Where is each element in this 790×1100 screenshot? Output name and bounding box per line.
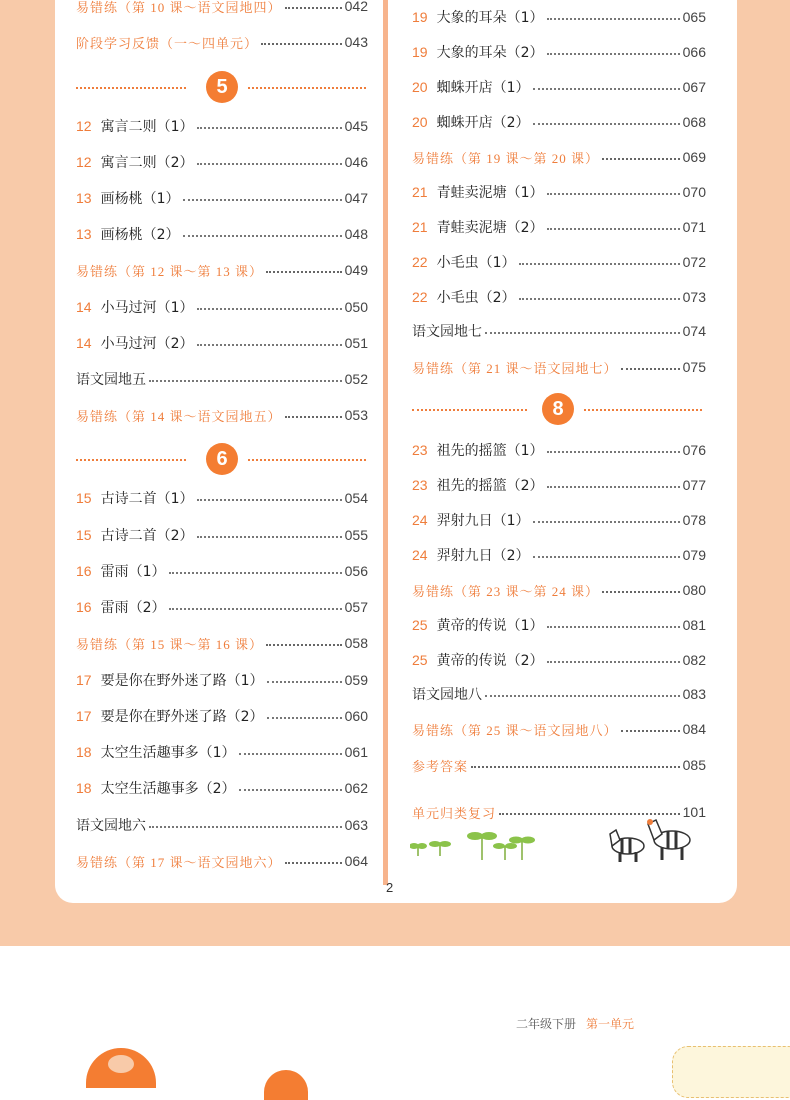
unit-rule-right xyxy=(584,409,702,411)
dot-leader xyxy=(267,681,342,683)
page-ref: 053 xyxy=(344,407,368,423)
dot-leader xyxy=(149,380,342,382)
toc-entry[interactable] xyxy=(412,41,706,63)
toc-entry[interactable] xyxy=(76,223,368,245)
toc-entry[interactable] xyxy=(76,31,368,53)
dot-leader xyxy=(285,862,342,864)
lesson-number: 24 xyxy=(412,547,428,563)
page-ref: 079 xyxy=(682,547,706,563)
lesson-number: 16 xyxy=(76,599,92,615)
lesson-number: 25 xyxy=(412,652,428,668)
page-ref: 043 xyxy=(344,34,368,50)
dot-leader xyxy=(602,591,680,593)
dot-leader xyxy=(285,416,342,418)
page-ref: 042 xyxy=(344,0,368,14)
page-ref: 049 xyxy=(344,262,368,278)
entry-title: 易错练（第 17 课～语文园地六） xyxy=(76,854,282,870)
lesson-number: 13 xyxy=(76,190,92,206)
page-ref: 061 xyxy=(344,744,368,760)
dot-leader xyxy=(169,608,342,610)
entry-title: 青蛙卖泥塘（2） xyxy=(436,220,544,236)
toc-entry[interactable] xyxy=(412,579,706,601)
dot-leader xyxy=(197,499,342,501)
toc-entry[interactable] xyxy=(76,259,368,281)
dot-leader xyxy=(533,556,680,558)
toc-entry[interactable] xyxy=(412,509,706,531)
toc-entry[interactable] xyxy=(76,404,368,426)
toc-entry[interactable] xyxy=(412,251,706,273)
toc-entry[interactable] xyxy=(412,683,706,705)
dot-leader xyxy=(239,753,342,755)
page-ref: 077 xyxy=(682,477,706,493)
dot-leader xyxy=(621,730,680,732)
toc-entry[interactable] xyxy=(412,544,706,566)
entry-title: 小马过河（2） xyxy=(100,336,194,352)
entry-title: 小毛虫（2） xyxy=(436,290,516,306)
unit-rule-right xyxy=(248,459,366,461)
dot-leader xyxy=(267,717,342,719)
toc-entry[interactable] xyxy=(76,632,368,654)
entry-title: 语文园地七 xyxy=(412,324,482,340)
dot-leader xyxy=(197,163,342,165)
entry-title: 蜘蛛开店（1） xyxy=(436,80,530,96)
footer-unit: 第一单元 xyxy=(586,1017,635,1031)
page-ref: 082 xyxy=(682,652,706,668)
dot-leader xyxy=(485,695,680,697)
page-ref: 045 xyxy=(344,118,368,134)
entry-title: 古诗二首（2） xyxy=(100,528,194,544)
page-ref: 065 xyxy=(682,9,706,25)
lesson-number: 20 xyxy=(412,114,428,130)
toc-entry[interactable] xyxy=(412,146,706,168)
page-ref: 060 xyxy=(344,708,368,724)
toc-entry[interactable] xyxy=(76,705,368,727)
page-ref: 073 xyxy=(682,289,706,305)
lesson-number: 24 xyxy=(412,512,428,528)
dot-leader xyxy=(547,486,680,488)
toc-entry[interactable] xyxy=(412,286,706,308)
toc-entry[interactable] xyxy=(412,439,706,461)
dot-leader xyxy=(485,332,680,334)
unit-number-badge: 5 xyxy=(206,71,238,103)
page-ref: 064 xyxy=(344,853,368,869)
toc-entry[interactable] xyxy=(76,524,368,546)
page-ref: 057 xyxy=(344,599,368,615)
toc-entry[interactable] xyxy=(76,850,368,872)
dot-leader xyxy=(533,123,680,125)
dot-leader xyxy=(149,826,342,828)
orange-circle xyxy=(264,1070,308,1100)
entry-title: 雷雨（1） xyxy=(100,564,166,580)
toc-entry[interactable] xyxy=(76,777,368,799)
lesson-number: 15 xyxy=(76,490,92,506)
dot-leader xyxy=(621,368,680,370)
lesson-number: 25 xyxy=(412,617,428,633)
entry-title: 黄帝的传说（2） xyxy=(436,653,544,669)
dot-leader xyxy=(197,127,342,129)
dot-leader xyxy=(533,88,680,90)
page-ref: 048 xyxy=(344,226,368,242)
dot-leader xyxy=(547,193,680,195)
dot-leader xyxy=(183,199,342,201)
dot-leader xyxy=(285,7,342,9)
toc-entry[interactable] xyxy=(412,320,706,342)
page-ref: 085 xyxy=(682,757,706,773)
dot-leader xyxy=(261,43,342,45)
lesson-number: 17 xyxy=(76,708,92,724)
entry-title: 语文园地八 xyxy=(412,687,482,703)
lesson-number: 17 xyxy=(76,672,92,688)
toc-entry[interactable] xyxy=(412,754,706,776)
entry-title: 参考答案 xyxy=(412,758,469,774)
page-ref: 072 xyxy=(682,254,706,270)
dot-leader xyxy=(266,271,342,273)
entry-title: 阶段学习反馈（一～四单元） xyxy=(76,35,259,51)
lesson-number: 19 xyxy=(412,9,428,25)
unit-header xyxy=(76,71,368,105)
toc-entry[interactable] xyxy=(412,6,706,28)
entry-title: 易错练（第 10 课～语文园地四） xyxy=(76,0,282,15)
page-ref: 066 xyxy=(682,44,706,60)
dot-leader xyxy=(499,813,680,815)
entry-title: 古诗二首（1） xyxy=(100,491,194,507)
page-ref: 069 xyxy=(682,149,706,165)
lesson-number: 14 xyxy=(76,299,92,315)
page-ref: 047 xyxy=(344,190,368,206)
toc-entry[interactable] xyxy=(76,115,368,137)
page-ref: 080 xyxy=(682,582,706,598)
entry-title: 雷雨（2） xyxy=(100,600,166,616)
page-ref: 083 xyxy=(682,686,706,702)
entry-title: 易错练（第 25 课～语文园地八） xyxy=(412,722,618,738)
unit-header xyxy=(76,443,368,477)
page-number: 2 xyxy=(386,880,394,895)
lesson-number: 19 xyxy=(412,44,428,60)
lesson-number: 22 xyxy=(412,254,428,270)
toc-entry[interactable] xyxy=(412,76,706,98)
toc-entry[interactable] xyxy=(412,718,706,740)
entry-title: 祖先的摇篮（1） xyxy=(436,443,544,459)
entry-title: 要是你在野外迷了路（2） xyxy=(100,709,264,725)
page-ref: 067 xyxy=(682,79,706,95)
lesson-number: 21 xyxy=(412,219,428,235)
page-ref: 084 xyxy=(682,721,706,737)
toc-entry[interactable] xyxy=(76,332,368,354)
unit-header xyxy=(412,393,706,427)
entry-title: 祖先的摇篮（2） xyxy=(436,478,544,494)
dot-leader xyxy=(197,344,342,346)
page-ref: 051 xyxy=(344,335,368,351)
page-ref: 056 xyxy=(344,563,368,579)
dot-leader xyxy=(547,451,680,453)
lesson-number: 16 xyxy=(76,563,92,579)
page-ref: 070 xyxy=(682,184,706,200)
dot-leader xyxy=(602,158,680,160)
dot-leader xyxy=(239,789,342,791)
unit-rule-right xyxy=(248,87,366,89)
entry-title: 小马过河（1） xyxy=(100,300,194,316)
dot-leader xyxy=(547,18,680,20)
page-ref: 058 xyxy=(344,635,368,651)
page-ref: 101 xyxy=(682,804,706,820)
lesson-number: 23 xyxy=(412,477,428,493)
page-ref: 063 xyxy=(344,817,368,833)
page-ref: 054 xyxy=(344,490,368,506)
lesson-number: 15 xyxy=(76,527,92,543)
entry-title: 黄帝的传说（1） xyxy=(436,618,544,634)
zebra-icon xyxy=(606,816,698,864)
unit-rule-left xyxy=(412,409,527,411)
lesson-number: 12 xyxy=(76,118,92,134)
toc-entry[interactable] xyxy=(412,649,706,671)
entry-title: 羿射九日（2） xyxy=(436,548,530,564)
dot-leader xyxy=(471,766,680,768)
unit-rule-left xyxy=(76,459,186,461)
toc-entry[interactable] xyxy=(76,368,368,390)
entry-title: 太空生活趣事多（1） xyxy=(100,745,236,761)
lesson-number: 14 xyxy=(76,335,92,351)
page-ref: 076 xyxy=(682,442,706,458)
unit-number-badge: 6 xyxy=(206,443,238,475)
unit-rule-left xyxy=(76,87,186,89)
lesson-number: 18 xyxy=(76,744,92,760)
dot-leader xyxy=(547,626,680,628)
toc-entry[interactable] xyxy=(76,187,368,209)
toc-entry[interactable] xyxy=(412,474,706,496)
page-ref: 050 xyxy=(344,299,368,315)
dot-leader xyxy=(547,53,680,55)
lesson-number: 13 xyxy=(76,226,92,242)
entry-title: 大象的耳朵（2） xyxy=(436,45,544,61)
entry-title: 易错练（第 21 课～语文园地七） xyxy=(412,360,618,376)
entry-title: 要是你在野外迷了路（1） xyxy=(100,673,264,689)
toc-entry[interactable] xyxy=(76,560,368,582)
dot-leader xyxy=(547,661,680,663)
entry-title: 易错练（第 15 课～第 16 课） xyxy=(76,636,264,652)
toc-entry[interactable] xyxy=(76,814,368,836)
entry-title: 画杨桃（2） xyxy=(100,227,180,243)
bird-icon xyxy=(108,1055,134,1073)
page-ref: 068 xyxy=(682,114,706,130)
entry-title: 蜘蛛开店（2） xyxy=(436,115,530,131)
sprout-icon xyxy=(410,826,540,862)
entry-title: 寓言二则（2） xyxy=(100,155,194,171)
entry-title: 易错练（第 23 课～第 24 课） xyxy=(412,583,600,599)
toc-entry[interactable] xyxy=(412,111,706,133)
toc-entry[interactable] xyxy=(76,741,368,763)
dot-leader xyxy=(197,308,342,310)
toc-entry[interactable] xyxy=(76,487,368,509)
entry-title: 青蛙卖泥塘（1） xyxy=(436,185,544,201)
toc-entry[interactable] xyxy=(76,151,368,173)
entry-title: 大象的耳朵（1） xyxy=(436,10,544,26)
toc-entry[interactable] xyxy=(412,614,706,636)
entry-title: 寓言二则（1） xyxy=(100,119,194,135)
lesson-number: 18 xyxy=(76,780,92,796)
entry-title: 单元归类复习 xyxy=(412,805,497,821)
page-ref: 046 xyxy=(344,154,368,170)
dot-leader xyxy=(547,228,680,230)
toc-entry[interactable] xyxy=(76,669,368,691)
page-ref: 074 xyxy=(682,323,706,339)
lesson-number: 21 xyxy=(412,184,428,200)
entry-title: 画杨桃（1） xyxy=(100,191,180,207)
entry-title: 小毛虫（1） xyxy=(436,255,516,271)
page-ref: 071 xyxy=(682,219,706,235)
dot-leader xyxy=(169,572,342,574)
page-ref: 055 xyxy=(344,527,368,543)
lesson-number: 12 xyxy=(76,154,92,170)
dot-leader xyxy=(197,536,342,538)
entry-title: 羿射九日（1） xyxy=(436,513,530,529)
footer-label xyxy=(516,1015,634,1032)
lesson-number: 22 xyxy=(412,289,428,305)
unit-number-badge: 8 xyxy=(542,393,574,425)
page-ref: 052 xyxy=(344,371,368,387)
entry-title: 易错练（第 14 课～语文园地五） xyxy=(76,408,282,424)
lesson-number: 20 xyxy=(412,79,428,95)
footer-grade: 二年级下册 xyxy=(516,1017,577,1031)
toc-entry[interactable] xyxy=(412,181,706,203)
dot-leader xyxy=(519,298,680,300)
page-ref: 062 xyxy=(344,780,368,796)
page-ref: 075 xyxy=(682,359,706,375)
toc-entry[interactable] xyxy=(76,296,368,318)
toc-entry[interactable] xyxy=(76,596,368,618)
note-box xyxy=(672,1046,790,1098)
entry-title: 太空生活趣事多（2） xyxy=(100,781,236,797)
page-ref: 059 xyxy=(344,672,368,688)
lesson-number: 23 xyxy=(412,442,428,458)
column-divider xyxy=(383,0,388,885)
entry-title: 语文园地五 xyxy=(76,372,146,388)
toc-entry[interactable] xyxy=(412,216,706,238)
entry-title: 易错练（第 12 课～第 13 课） xyxy=(76,263,264,279)
dot-leader xyxy=(266,644,342,646)
dot-leader xyxy=(183,235,342,237)
toc-entry[interactable] xyxy=(412,356,706,378)
dot-leader xyxy=(519,263,680,265)
entry-title: 语文园地六 xyxy=(76,818,146,834)
page-ref: 078 xyxy=(682,512,706,528)
dot-leader xyxy=(533,521,680,523)
entry-title: 易错练（第 19 课～第 20 课） xyxy=(412,150,600,166)
toc-entry[interactable] xyxy=(76,0,368,17)
page-ref: 081 xyxy=(682,617,706,633)
